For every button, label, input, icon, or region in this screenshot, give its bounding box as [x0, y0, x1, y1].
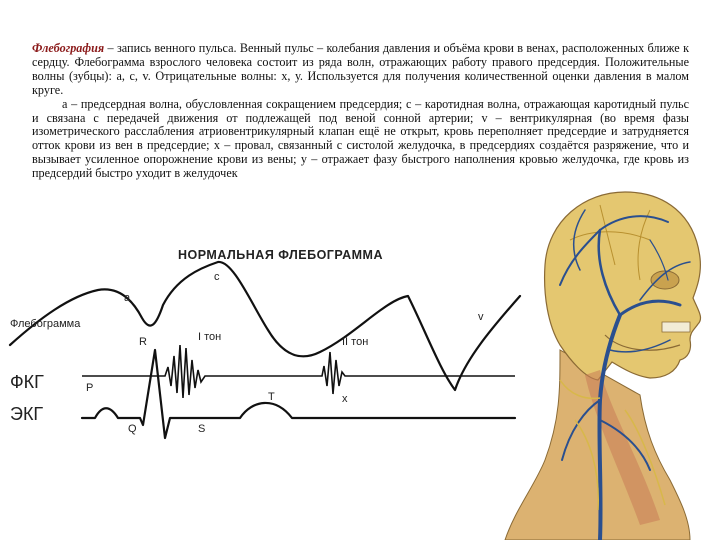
teeth [662, 322, 690, 332]
wave-label-S: S [198, 423, 206, 435]
wave-label-tone1: I тон [198, 331, 222, 343]
row-label-pcg: ФКГ [10, 372, 44, 392]
wave-label-P: P [86, 382, 94, 394]
wave-label-tone2: II тон [342, 336, 369, 348]
wave-label-x: x [342, 393, 348, 405]
term-phlebography: Флебография [32, 41, 105, 55]
paragraph-waves: а – предсердная волна, обусловленная сокращением предсердия; с – каротидная волна, отражающая каротидный пульс и связана с передачей движения от подлежащей под веной сонной артерии; v – вентрикулярная (во время фазы изометрического расслабления атриовентрикулярный клапан ещё не открыт, кровь переполняет предсердие и затрудняется отток крови из вен в предсердие; х – провал, связанный с систолой желудочка, в предсердиях создаётся разряжение, что и вызывает усиленное опорожнение крови из вены; у – отражает фазу быстрого наполнения кровью желудочка, где кровь из предсердий быстро уходит в желудочек [32, 96, 689, 181]
wave-label-c: c [214, 271, 220, 283]
row-label-ecg: ЭКГ [10, 404, 44, 424]
wave-label-v: v [478, 311, 484, 323]
definition-text: – запись венного пульса. Венный пульс – колебания давления и объёма крови в венах, расположенных ближе к сердцу. Флебограмма взрослого человека состоит из ряда волн, отражающих работу правого предсердия. Положительные волны (зубцы): а, с, v. Отрицательные волны: х, у. Используется для получения количественной оценки давления в малом круге. [32, 41, 689, 97]
wave-label-Q: Q [128, 423, 137, 435]
row-label-phlebogram: Флебограмма [10, 318, 81, 330]
wave-label-a: a [124, 292, 131, 304]
wave-label-R: R [139, 336, 147, 348]
diagram-title: НОРМАЛЬНАЯ ФЛЕБОГРАММА [178, 248, 383, 262]
wave-label-T: T [268, 391, 275, 403]
